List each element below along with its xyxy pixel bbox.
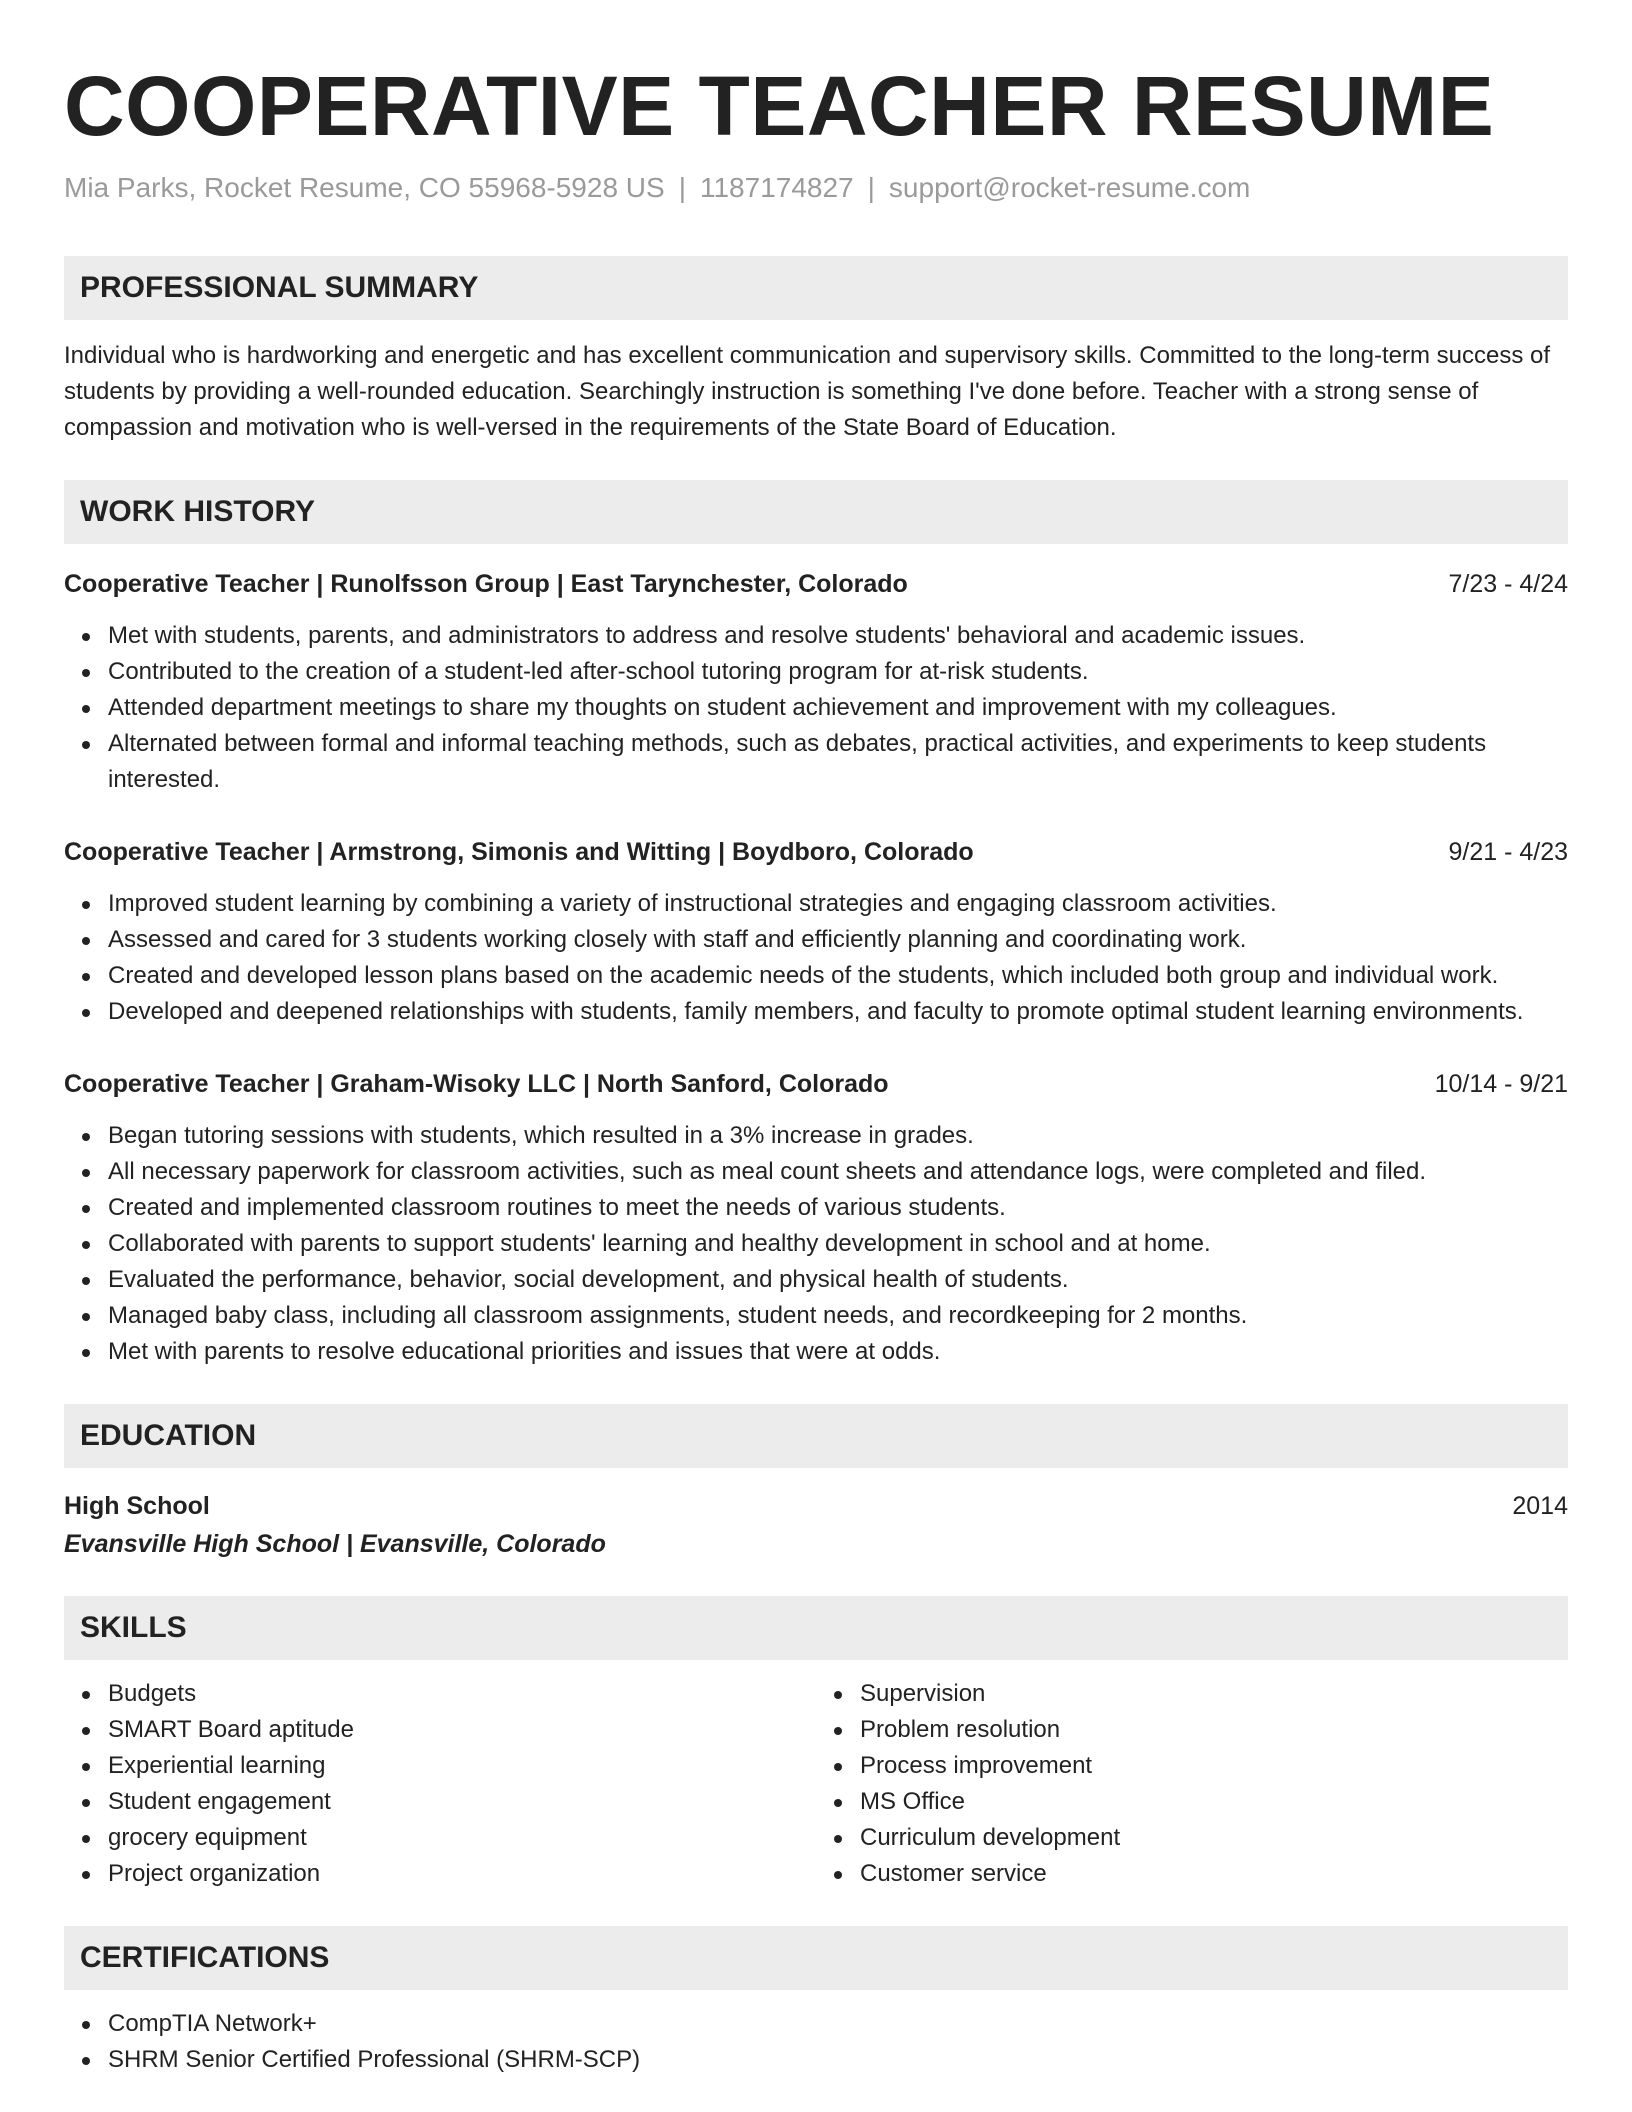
job-dates: 9/21 - 4/23 xyxy=(1448,838,1568,866)
contact-line xyxy=(64,170,1568,206)
education-entry xyxy=(64,1488,1568,1562)
job-bullet: Managed baby class, including all classroom assignments, student needs, and recordkeeping for 2 months. xyxy=(108,1298,1568,1334)
education-degree: High School xyxy=(64,1492,210,1520)
skill-item: Project organization xyxy=(108,1856,816,1892)
education-year: 2014 xyxy=(1512,1492,1568,1520)
job-entry xyxy=(64,834,1568,1030)
skills-list xyxy=(64,1676,1568,1892)
job-header xyxy=(64,834,1568,870)
contact-separator: | xyxy=(678,172,686,203)
section-header-summary: PROFESSIONAL SUMMARY xyxy=(64,256,1568,320)
job-bullets xyxy=(64,1118,1568,1370)
skill-item: grocery equipment xyxy=(108,1820,816,1856)
skill-item: Budgets xyxy=(108,1676,816,1712)
contact-email: support@rocket-resume.com xyxy=(888,172,1251,203)
job-bullet: Improved student learning by combining a variety of instructional strategies and engaging classroom activities. xyxy=(108,886,1568,922)
job-bullet: Contributed to the creation of a student-led after-school tutoring program for at-risk students. xyxy=(108,654,1568,690)
job-dates: 10/14 - 9/21 xyxy=(1434,1070,1568,1098)
section-header-skills: SKILLS xyxy=(64,1596,1568,1660)
job-bullet: Evaluated the performance, behavior, social development, and physical health of students. xyxy=(108,1262,1568,1298)
certification-item: CompTIA Network+ xyxy=(108,2006,1568,2042)
job-bullet: Assessed and cared for 3 students working closely with staff and efficiently planning and coordinating work. xyxy=(108,922,1568,958)
job-bullet: Alternated between formal and informal teaching methods, such as debates, practical activities, and experiments to keep students interested. xyxy=(108,726,1568,798)
job-header xyxy=(64,566,1568,602)
certifications-list xyxy=(64,2006,1568,2078)
contact-address: Mia Parks, Rocket Resume, CO 55968-5928 US xyxy=(64,172,665,203)
job-title: Cooperative Teacher | Graham-Wisoky LLC | North Sanford, Colorado xyxy=(64,1070,889,1098)
section-header-education: EDUCATION xyxy=(64,1404,1568,1468)
job-bullet: Met with parents to resolve educational priorities and issues that were at odds. xyxy=(108,1334,1568,1370)
skill-item: SMART Board aptitude xyxy=(108,1712,816,1748)
job-bullet: Met with students, parents, and administrators to address and resolve students' behavioral and academic issues. xyxy=(108,618,1568,654)
education-header xyxy=(64,1488,1568,1524)
summary-text: Individual who is hardworking and energetic and has excellent communication and supervisory skills. Committed to the long-term success of students by providing a well-rounded education. Searchingly instruction is something I've done before. Teacher with a strong sense of compassion and motivation who is well-versed in the requirements of the State Board of Education. xyxy=(64,342,1551,441)
skill-item: Customer service xyxy=(860,1856,1568,1892)
job-dates: 7/23 - 4/24 xyxy=(1448,570,1568,598)
job-bullet: Attended department meetings to share my thoughts on student achievement and improvement with my colleagues. xyxy=(108,690,1568,726)
skills-column-left xyxy=(64,1676,816,1892)
job-entry xyxy=(64,1066,1568,1370)
job-entry xyxy=(64,566,1568,798)
section-header-work-history: WORK HISTORY xyxy=(64,480,1568,544)
contact-separator: | xyxy=(867,172,875,203)
skill-item: MS Office xyxy=(860,1784,1568,1820)
skill-item: Problem resolution xyxy=(860,1712,1568,1748)
job-bullet: Collaborated with parents to support students' learning and healthy development in school and at home. xyxy=(108,1226,1568,1262)
job-bullet: Began tutoring sessions with students, which resulted in a 3% increase in grades. xyxy=(108,1118,1568,1154)
job-title: Cooperative Teacher | Armstrong, Simonis and Witting | Boydboro, Colorado xyxy=(64,838,974,866)
skills-column-right xyxy=(816,1676,1568,1892)
education-school: Evansville High School | Evansville, Colorado xyxy=(64,1530,606,1558)
skill-item: Experiential learning xyxy=(108,1748,816,1784)
job-bullets xyxy=(64,618,1568,798)
job-title: Cooperative Teacher | Runolfsson Group | East Tarynchester, Colorado xyxy=(64,570,908,598)
skill-item: Supervision xyxy=(860,1676,1568,1712)
section-header-certifications: CERTIFICATIONS xyxy=(64,1926,1568,1990)
certification-item: SHRM Senior Certified Professional (SHRM-SCP) xyxy=(108,2042,1568,2078)
skill-item: Student engagement xyxy=(108,1784,816,1820)
job-header xyxy=(64,1066,1568,1102)
job-bullet: Developed and deepened relationships with students, family members, and faculty to promote optimal student learning environments. xyxy=(108,994,1568,1030)
resume-title: COOPERATIVE TEACHER RESUME xyxy=(64,59,1495,153)
job-bullet: All necessary paperwork for classroom activities, such as meal count sheets and attendance logs, were completed and filed. xyxy=(108,1154,1568,1190)
contact-phone: 1187174827 xyxy=(699,172,854,203)
job-bullet: Created and implemented classroom routines to meet the needs of various students. xyxy=(108,1190,1568,1226)
skill-item: Curriculum development xyxy=(860,1820,1568,1856)
job-bullets xyxy=(64,886,1568,1030)
job-bullet: Created and developed lesson plans based on the academic needs of the students, which included both group and individual work. xyxy=(108,958,1568,994)
skill-item: Process improvement xyxy=(860,1748,1568,1784)
